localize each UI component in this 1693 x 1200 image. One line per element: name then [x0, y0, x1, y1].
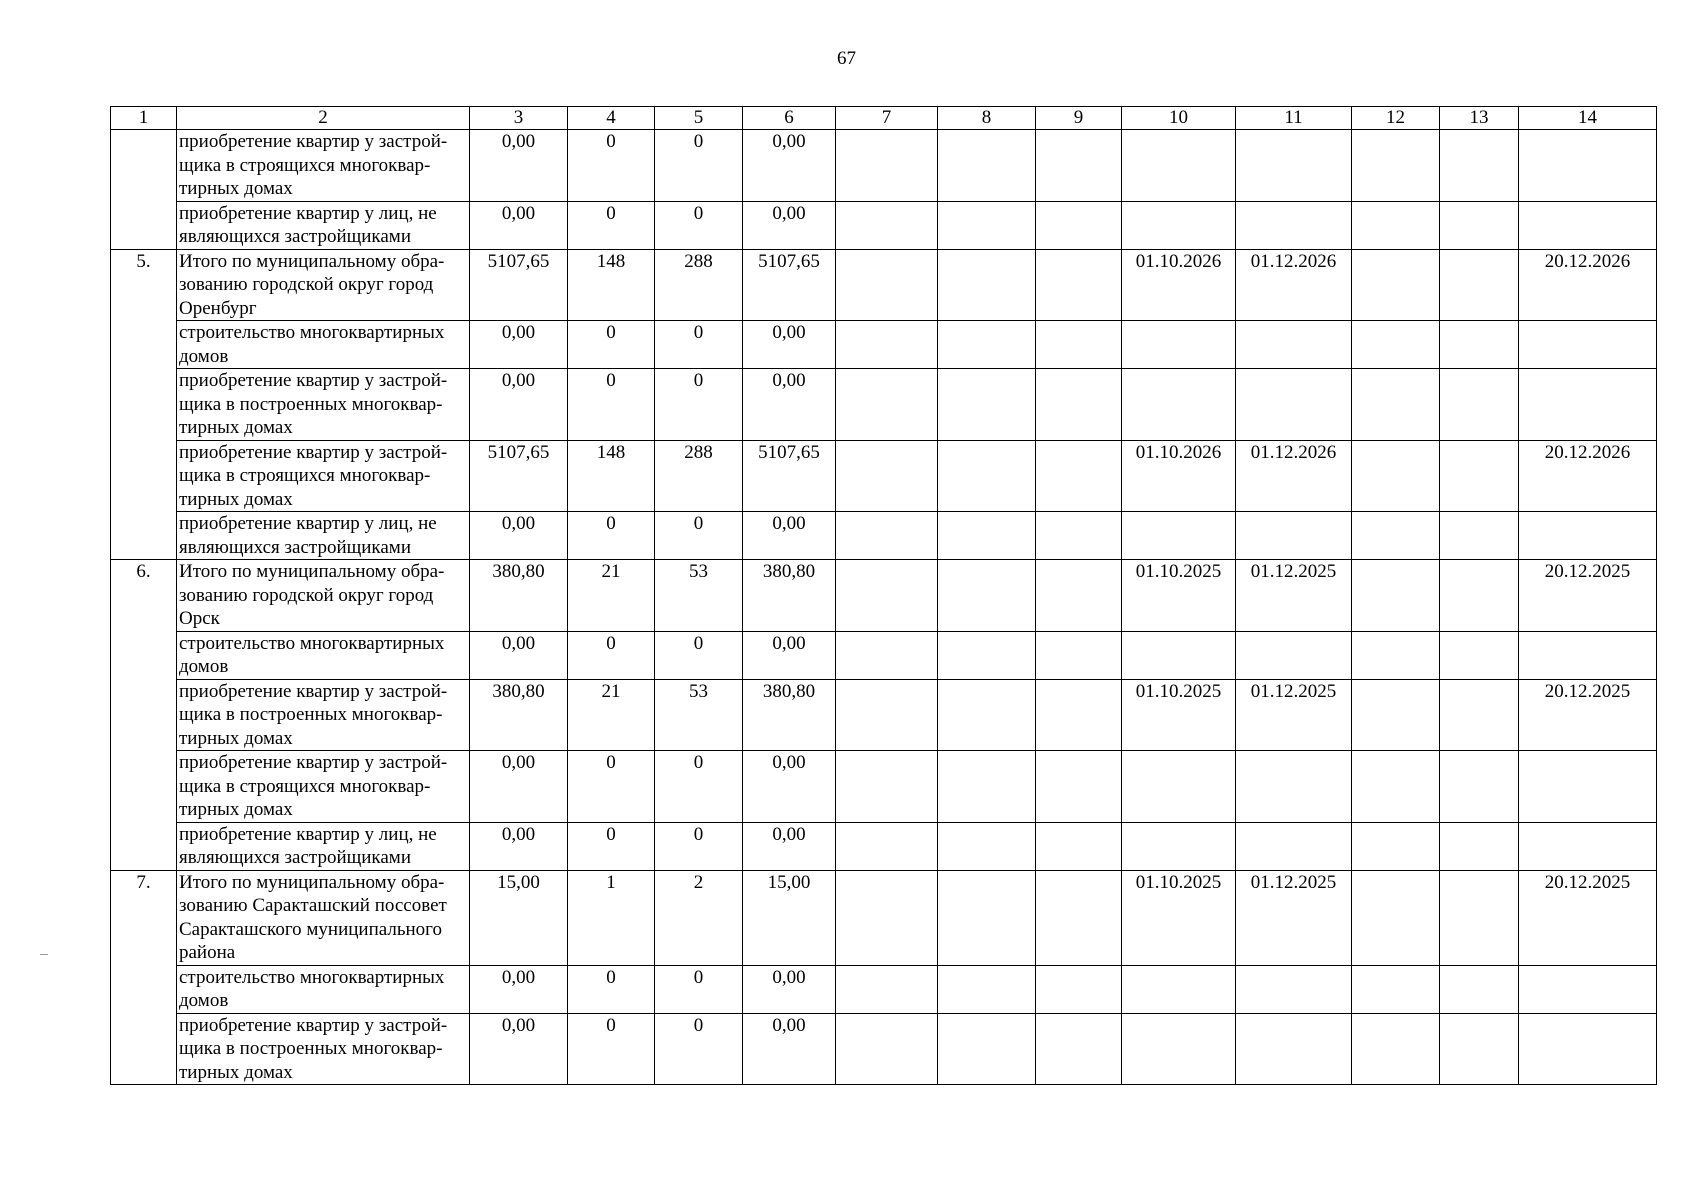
- cell-col13: [1440, 751, 1519, 823]
- cell-col6: 15,00: [743, 870, 836, 965]
- cell-col14: 20.12.2025: [1519, 560, 1657, 632]
- cell-col14: 20.12.2026: [1519, 440, 1657, 512]
- cell-col8: [938, 679, 1036, 751]
- cell-col9: [1036, 369, 1122, 441]
- table-row: [111, 631, 1657, 679]
- cell-col6: 0,00: [743, 369, 836, 441]
- cell-col3: 0,00: [470, 965, 568, 1013]
- cell-col11: [1236, 822, 1352, 870]
- cell-col13: [1440, 822, 1519, 870]
- cell-col11: 01.12.2026: [1236, 440, 1352, 512]
- cell-col7: [836, 512, 938, 560]
- row-description: строительство многоквартирных домов: [177, 965, 470, 1013]
- cell-col14: [1519, 369, 1657, 441]
- cell-col6: 5107,65: [743, 249, 836, 321]
- cell-col10: [1122, 321, 1236, 369]
- cell-col3: 0,00: [470, 201, 568, 249]
- row-description: Итого по муниципальному обра-зованию городской округ город Орск: [177, 560, 470, 632]
- table-row: [111, 965, 1657, 1013]
- cell-col9: [1036, 870, 1122, 965]
- table-row: [111, 130, 1657, 202]
- cell-col4: 21: [568, 560, 655, 632]
- cell-col3: 5107,65: [470, 440, 568, 512]
- table-row: [111, 1013, 1657, 1085]
- cell-col7: [836, 130, 938, 202]
- cell-col6: 0,00: [743, 631, 836, 679]
- cell-col10: [1122, 369, 1236, 441]
- cell-col3: 0,00: [470, 512, 568, 560]
- cell-col14: 20.12.2025: [1519, 870, 1657, 965]
- row-description: приобретение квартир у лиц, не являющихся застройщиками: [177, 201, 470, 249]
- cell-col12: [1352, 631, 1440, 679]
- cell-col5: 0: [655, 965, 743, 1013]
- cell-col12: [1352, 201, 1440, 249]
- cell-col4: 0: [568, 965, 655, 1013]
- cell-col14: [1519, 965, 1657, 1013]
- cell-col7: [836, 369, 938, 441]
- table-row: [111, 822, 1657, 870]
- cell-col6: 0,00: [743, 822, 836, 870]
- cell-col13: [1440, 440, 1519, 512]
- row-description: приобретение квартир у лиц, не являющихся застройщиками: [177, 822, 470, 870]
- col-header: 3: [470, 107, 568, 130]
- cell-col7: [836, 870, 938, 965]
- cell-col10: [1122, 201, 1236, 249]
- cell-col5: 0: [655, 130, 743, 202]
- cell-col10: [1122, 130, 1236, 202]
- col-header: 2: [177, 107, 470, 130]
- cell-col14: 20.12.2025: [1519, 679, 1657, 751]
- row-description: приобретение квартир у застрой-щика в строящихся многоквар-тирных домах: [177, 440, 470, 512]
- cell-col10: [1122, 751, 1236, 823]
- cell-col5: 0: [655, 369, 743, 441]
- cell-col3: 0,00: [470, 130, 568, 202]
- cell-col3: 0,00: [470, 631, 568, 679]
- cell-col6: 0,00: [743, 201, 836, 249]
- table-row: [111, 321, 1657, 369]
- cell-col3: 380,80: [470, 560, 568, 632]
- cell-col7: [836, 249, 938, 321]
- cell-col14: 20.12.2026: [1519, 249, 1657, 321]
- cell-col7: [836, 822, 938, 870]
- cell-col8: [938, 321, 1036, 369]
- cell-col11: [1236, 1013, 1352, 1085]
- cell-col14: [1519, 201, 1657, 249]
- cell-col7: [836, 440, 938, 512]
- cell-col12: [1352, 560, 1440, 632]
- col-header: 6: [743, 107, 836, 130]
- cell-col3: 0,00: [470, 751, 568, 823]
- row-number: 5.: [111, 249, 177, 560]
- cell-col4: 21: [568, 679, 655, 751]
- cell-col11: [1236, 965, 1352, 1013]
- cell-col12: [1352, 130, 1440, 202]
- cell-col8: [938, 512, 1036, 560]
- cell-col8: [938, 1013, 1036, 1085]
- cell-col4: 148: [568, 249, 655, 321]
- row-description: приобретение квартир у застрой-щика в построенных многоквар-тирных домах: [177, 1013, 470, 1085]
- cell-col4: 1: [568, 870, 655, 965]
- cell-col11: [1236, 369, 1352, 441]
- cell-col4: 0: [568, 631, 655, 679]
- cell-col4: 0: [568, 201, 655, 249]
- cell-col8: [938, 751, 1036, 823]
- cell-col3: 0,00: [470, 321, 568, 369]
- cell-col6: 380,80: [743, 679, 836, 751]
- cell-col3: 15,00: [470, 870, 568, 965]
- cell-col5: 288: [655, 249, 743, 321]
- cell-col8: [938, 870, 1036, 965]
- cell-col10: 01.10.2025: [1122, 560, 1236, 632]
- cell-col12: [1352, 965, 1440, 1013]
- cell-col8: [938, 631, 1036, 679]
- row-description: приобретение квартир у застрой-щика в построенных многоквар-тирных домах: [177, 679, 470, 751]
- cell-col5: 53: [655, 560, 743, 632]
- cell-col14: [1519, 751, 1657, 823]
- cell-col9: [1036, 822, 1122, 870]
- cell-col11: [1236, 631, 1352, 679]
- cell-col8: [938, 130, 1036, 202]
- cell-col12: [1352, 249, 1440, 321]
- cell-col8: [938, 369, 1036, 441]
- cell-col14: [1519, 130, 1657, 202]
- cell-col10: [1122, 822, 1236, 870]
- table-row: [111, 751, 1657, 823]
- cell-col10: [1122, 512, 1236, 560]
- cell-col7: [836, 631, 938, 679]
- cell-col7: [836, 965, 938, 1013]
- cell-col7: [836, 201, 938, 249]
- page-number: 67: [837, 48, 856, 69]
- cell-col10: [1122, 1013, 1236, 1085]
- cell-col13: [1440, 369, 1519, 441]
- cell-col7: [836, 1013, 938, 1085]
- cell-col9: [1036, 512, 1122, 560]
- table-row: [111, 201, 1657, 249]
- cell-col10: 01.10.2025: [1122, 870, 1236, 965]
- cell-col12: [1352, 751, 1440, 823]
- cell-col11: [1236, 751, 1352, 823]
- col-header: 14: [1519, 107, 1657, 130]
- cell-col4: 0: [568, 130, 655, 202]
- cell-col9: [1036, 201, 1122, 249]
- cell-col4: 0: [568, 369, 655, 441]
- cell-col11: 01.12.2026: [1236, 249, 1352, 321]
- cell-col7: [836, 321, 938, 369]
- row-number: 7.: [111, 870, 177, 1085]
- cell-col13: [1440, 249, 1519, 321]
- table-row: [111, 679, 1657, 751]
- row-description: Итого по муниципальному обра-зованию Саракташский поссовет Саракташского муниципального района: [177, 870, 470, 965]
- cell-col13: [1440, 130, 1519, 202]
- cell-col6: 5107,65: [743, 440, 836, 512]
- cell-col4: 0: [568, 1013, 655, 1085]
- cell-col8: [938, 249, 1036, 321]
- cell-col13: [1440, 965, 1519, 1013]
- cell-col6: 0,00: [743, 751, 836, 823]
- col-header: 12: [1352, 107, 1440, 130]
- row-description: строительство многоквартирных домов: [177, 321, 470, 369]
- cell-col9: [1036, 130, 1122, 202]
- col-header: 5: [655, 107, 743, 130]
- cell-col4: 148: [568, 440, 655, 512]
- cell-col9: [1036, 1013, 1122, 1085]
- row-description: приобретение квартир у лиц, не являющихся застройщиками: [177, 512, 470, 560]
- cell-col5: 2: [655, 870, 743, 965]
- row-number: 6.: [111, 560, 177, 871]
- cell-col10: 01.10.2026: [1122, 440, 1236, 512]
- cell-col8: [938, 822, 1036, 870]
- scan-mark: [40, 954, 48, 955]
- data-table: [110, 106, 1657, 1085]
- cell-col9: [1036, 560, 1122, 632]
- cell-col12: [1352, 321, 1440, 369]
- cell-col11: [1236, 130, 1352, 202]
- cell-col13: [1440, 1013, 1519, 1085]
- cell-col9: [1036, 965, 1122, 1013]
- col-header: 1: [111, 107, 177, 130]
- cell-col7: [836, 751, 938, 823]
- cell-col5: 0: [655, 201, 743, 249]
- cell-col3: 0,00: [470, 822, 568, 870]
- cell-col6: 0,00: [743, 512, 836, 560]
- cell-col5: 53: [655, 679, 743, 751]
- cell-col13: [1440, 201, 1519, 249]
- cell-col11: 01.12.2025: [1236, 679, 1352, 751]
- cell-col5: 0: [655, 751, 743, 823]
- cell-col11: [1236, 512, 1352, 560]
- cell-col8: [938, 560, 1036, 632]
- col-header: 9: [1036, 107, 1122, 130]
- cell-col4: 0: [568, 822, 655, 870]
- cell-col6: 0,00: [743, 1013, 836, 1085]
- cell-col14: [1519, 822, 1657, 870]
- cell-col11: [1236, 321, 1352, 369]
- cell-col5: 288: [655, 440, 743, 512]
- cell-col5: 0: [655, 822, 743, 870]
- cell-col12: [1352, 512, 1440, 560]
- cell-col10: [1122, 965, 1236, 1013]
- header-row: [111, 107, 1657, 130]
- cell-col14: [1519, 631, 1657, 679]
- cell-col9: [1036, 751, 1122, 823]
- cell-col12: [1352, 822, 1440, 870]
- col-header: 11: [1236, 107, 1352, 130]
- cell-col11: 01.12.2025: [1236, 560, 1352, 632]
- cell-col9: [1036, 249, 1122, 321]
- cell-col6: 380,80: [743, 560, 836, 632]
- col-header: 10: [1122, 107, 1236, 130]
- cell-col5: 0: [655, 631, 743, 679]
- cell-col9: [1036, 631, 1122, 679]
- cell-col5: 0: [655, 1013, 743, 1085]
- table-row: [111, 249, 1657, 321]
- col-header: 4: [568, 107, 655, 130]
- row-number: [111, 130, 177, 250]
- cell-col3: 5107,65: [470, 249, 568, 321]
- cell-col4: 0: [568, 751, 655, 823]
- cell-col11: 01.12.2025: [1236, 870, 1352, 965]
- cell-col12: [1352, 440, 1440, 512]
- table-row: [111, 369, 1657, 441]
- col-header: 7: [836, 107, 938, 130]
- col-header: 13: [1440, 107, 1519, 130]
- cell-col14: [1519, 321, 1657, 369]
- cell-col10: 01.10.2026: [1122, 249, 1236, 321]
- cell-col3: 0,00: [470, 1013, 568, 1085]
- cell-col12: [1352, 679, 1440, 751]
- cell-col9: [1036, 679, 1122, 751]
- cell-col13: [1440, 512, 1519, 560]
- table-row: [111, 870, 1657, 965]
- cell-col5: 0: [655, 321, 743, 369]
- row-description: строительство многоквартирных домов: [177, 631, 470, 679]
- table-row: [111, 512, 1657, 560]
- cell-col8: [938, 440, 1036, 512]
- cell-col13: [1440, 560, 1519, 632]
- cell-col5: 0: [655, 512, 743, 560]
- row-description: Итого по муниципальному обра-зованию городской округ город Оренбург: [177, 249, 470, 321]
- cell-col8: [938, 201, 1036, 249]
- cell-col13: [1440, 321, 1519, 369]
- cell-col14: [1519, 512, 1657, 560]
- table-row: [111, 440, 1657, 512]
- cell-col6: 0,00: [743, 965, 836, 1013]
- cell-col7: [836, 679, 938, 751]
- cell-col12: [1352, 1013, 1440, 1085]
- cell-col4: 0: [568, 321, 655, 369]
- cell-col13: [1440, 679, 1519, 751]
- cell-col7: [836, 560, 938, 632]
- cell-col14: [1519, 1013, 1657, 1085]
- row-description: приобретение квартир у застрой-щика в строящихся многоквар-тирных домах: [177, 751, 470, 823]
- cell-col10: [1122, 631, 1236, 679]
- cell-col12: [1352, 369, 1440, 441]
- cell-col11: [1236, 201, 1352, 249]
- cell-col13: [1440, 631, 1519, 679]
- cell-col10: 01.10.2025: [1122, 679, 1236, 751]
- col-header: 8: [938, 107, 1036, 130]
- cell-col3: 380,80: [470, 679, 568, 751]
- cell-col6: 0,00: [743, 321, 836, 369]
- cell-col4: 0: [568, 512, 655, 560]
- row-description: приобретение квартир у застрой-щика в построенных многоквар-тирных домах: [177, 369, 470, 441]
- cell-col9: [1036, 321, 1122, 369]
- cell-col9: [1036, 440, 1122, 512]
- cell-col13: [1440, 870, 1519, 965]
- cell-col12: [1352, 870, 1440, 965]
- table-row: [111, 560, 1657, 632]
- cell-col6: 0,00: [743, 130, 836, 202]
- row-description: приобретение квартир у застрой-щика в строящихся многоквар-тирных домах: [177, 130, 470, 202]
- cell-col3: 0,00: [470, 369, 568, 441]
- cell-col8: [938, 965, 1036, 1013]
